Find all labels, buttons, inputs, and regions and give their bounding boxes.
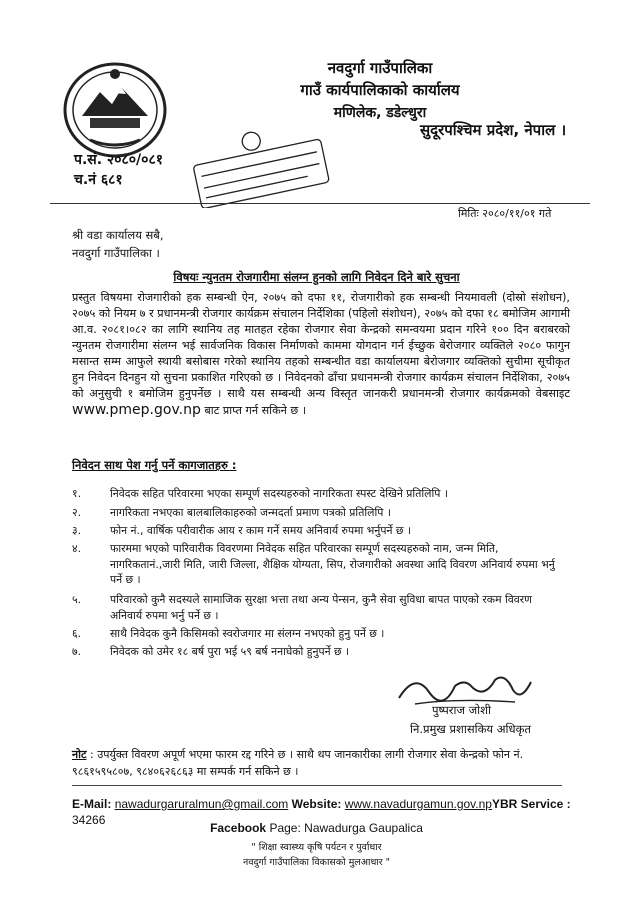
list-item-number: ७. (72, 645, 82, 658)
province-line: सुदूरपश्चिम प्रदेश, नेपाल । (420, 121, 567, 139)
facebook-page: Page: Nawadurga Gaupalica (269, 821, 423, 835)
list-item-number: ४. (72, 542, 82, 555)
office-location: मणिलेक, डडेल्धुरा (333, 105, 427, 121)
letter-subject: विषयः न्युनतम रोजगारीमा संलग्न हुनको लागि निवेदन दिने बारे सुचना (173, 270, 460, 284)
list-item-text: साथै निवेदक कुनै किसिमको स्वरोजगार मा संलग्न नभएको हुनु पर्ने छ । (110, 627, 385, 640)
note-text: : उपर्युक्त विवरण अपूर्ण भएमा फारम रद्द गरिने छ । साथै थप जानकारीका लागी रोजगार सेवा केन्द्रको फोन नं. ९८६१५९५८०७, ९८४०६२६८६३ मा सम्पर्क गर्न सकिने छ । (72, 748, 524, 778)
body-text: प्रस्तुत विषयमा रोजगारीको हक सम्बन्धी ऐन, २०७५ को दफा ११, रोजगारीको हक सम्बन्धी नियमावली (दोस्रो संशोधन), २०७५ को नियम ७ र प्रधानमन्त्री रोजगार कार्यक्रम संचालन निर्देशिका (पहिलो संशोधन), २०७५ को दफा १८ बमोजिम आगामी आ.व. २०८१।०८२ का लागि स्थानिय तह मातहत रहेका रोजगार सेवा केन्द्रको समन्वयमा प्रदान गरिने १०० दिन बराबरको न्युनतम रोजगारीमा संलग्न भई सार्वजनिक विकास निर्माणको काममा योगदान गर्न ईच्छुक बेरोजगार व्यक्तिले २०८० फागुन मसान्त सम्म आफुले स्थायी बसोबास गरेको स्थानिय तहको सम्बन्धीत वडा कार्यालयमा बेरोजगार व्यक्तिको सुचीमा सूचीकृत हुन निवेदन दिनहुन यो सुचना प्रकाशित गरिएको छ । निवेदनको ढाँचा प्रधानमन्त्री रोजगार कार्यक्रम संचालन निर्देशिका, २०७५ को अनुसुची १ बमोजिम हुनुपर्नेछ । साथै यस सम्बन्धी अन्य विस्तृत जानकरी प्रधानमन्त्री रोजगार कार्यक्रमको वेबसाइट (72, 291, 570, 400)
signatory-post: नि.प्रमुख प्रशासकिय अधिकृत (410, 722, 531, 736)
office-subtitle: गाउँ कार्यपालिकाको कार्यालय (300, 81, 460, 99)
list-item-text: फोन नं., वार्षिक परीवारीक आय र काम गर्ने समय अनिवार्य रुपमा भर्नुपर्ने छ । (110, 524, 412, 537)
body-text-end: बाट प्राप्त गर्न सकिने छ । (204, 404, 307, 417)
reference-number: प.सं. २०८०/०८१ (74, 152, 163, 168)
list-item-number: ५. (72, 593, 82, 606)
motto-line2: नवदुर्गा गाउँपालिका विकासको मुलआधार " (242, 857, 391, 868)
facebook-line (0, 821, 633, 835)
recipient-line1: श्री वडा कार्यालय सबै, (72, 228, 164, 242)
list-item-text: निवेदक सहित परिवारमा भएका सम्पूर्ण सदस्यहरुको नागरिकता स्पस्ट देखिने प्रतिलिपि । (110, 487, 448, 500)
motto-line1: " शिक्षा स्वास्थ्य कृषि पर्यटन र पुर्वाधार (251, 842, 382, 853)
list-item-text: निवेदक को उमेर १८ बर्ष पुरा भई ५९ बर्ष ननाघेको हुनुपर्ने छ । (110, 645, 350, 658)
note-label: नोट (72, 748, 87, 761)
pmep-website-link[interactable]: www.pmep.gov.np (72, 402, 201, 418)
email-label: E-Mail: (72, 797, 112, 811)
list-item-text: परिवारको कुनै सदस्यले सामाजिक सुरक्षा भत्ता तथा अन्य पेन्सन, कुनै सेवा सुविधा बापत पाएको रकम विवरण अनिवार्य रुपमा भर्नु पर्ने छ । (110, 593, 532, 622)
website-link[interactable]: www.navadurgamun.gov.np (344, 797, 492, 811)
list-item-number: ६. (72, 627, 82, 640)
list-item-number: १. (72, 487, 82, 500)
letter-date: मितिः २०८०/११/०१ गते (458, 207, 552, 220)
body-paragraph (72, 290, 570, 419)
documents-heading: निवेदन साथ पेश गर्नु पर्ने कागजातहरु : (72, 458, 237, 472)
recipient-line2: नवदुर्गा गाउँपालिका । (72, 246, 160, 260)
office-name: नवदुर्गा गाउँपालिका (327, 59, 433, 77)
ybr-service-label: YBR Service : (491, 797, 571, 811)
footer-divider (72, 785, 562, 786)
list-item-text: फारममा भएको पारिवारीक विवरणमा निवेदक सहित परिवारका सम्पूर्ण सदस्यहरुको नाम, जन्म मिति, नागरिकतानं.,जारी मिति, जारी जिल्ला, शैक्षिक योग्यता, सिप, रोजगारीको अवस्था आदि विवरण अनिवार्य रुपमा भर्नु पर्ने छ । (110, 542, 555, 586)
nepal-emblem-logo (60, 58, 170, 163)
website-label: Website: (291, 797, 342, 811)
dispatch-number: च.नं ६८१ (74, 172, 123, 188)
note-paragraph (72, 746, 572, 780)
header-divider (50, 203, 590, 204)
office-stamp (185, 128, 335, 208)
signatory-name: पुष्पराज जोशी (432, 703, 491, 717)
facebook-label: Facebook (210, 821, 267, 835)
list-item-number: २. (72, 506, 82, 519)
list-item-text: नागरिकता नभएका बालबालिकाहरुको जन्मदर्ता प्रमाण पत्रको प्रतिलिपि । (110, 506, 391, 519)
email-link[interactable]: nawadurgaruralmun@gmail.com (114, 797, 289, 811)
ybr-service-number: 34266 (72, 813, 106, 827)
list-item-number: ३. (72, 524, 82, 537)
